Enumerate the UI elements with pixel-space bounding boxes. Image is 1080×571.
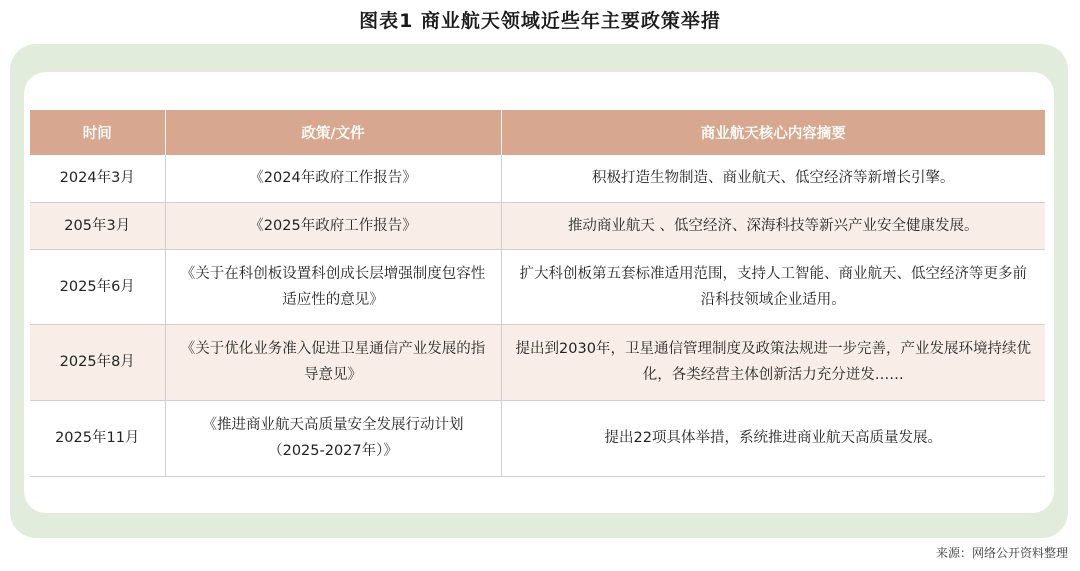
cell-summary: 扩大科创板第五套标准适用范围，支持人工智能、商业航天、低空经济等更多前沿科技领域企业适用。 bbox=[501, 249, 1045, 324]
source-note: 来源：网络公开资料整理 bbox=[935, 546, 1068, 560]
cell-policy: 《2024年政府工作报告》 bbox=[165, 155, 501, 202]
cell-summary: 积极打造生物制造、商业航天、低空经济等新增长引擎。 bbox=[501, 155, 1045, 202]
cell-policy: 《关于在科创板设置科创成长层增强制度包容性适应性的意见》 bbox=[165, 249, 501, 324]
header-date: 时间 bbox=[30, 110, 165, 155]
table-row bbox=[30, 202, 1045, 249]
cell-policy: 《关于优化业务准入促进卫星通信产业发展的指导意见》 bbox=[165, 324, 501, 400]
cell-date: 2025年11月 bbox=[30, 400, 165, 476]
policy-table bbox=[30, 110, 1045, 477]
cell-date: 2025年6月 bbox=[30, 249, 165, 324]
cell-summary: 推动商业航天 、低空经济、深海科技等新兴产业安全健康发展。 bbox=[501, 202, 1045, 249]
header-policy: 政策/文件 bbox=[165, 110, 501, 155]
table-row bbox=[30, 249, 1045, 324]
cell-summary: 提出到2030年，卫星通信管理制度及政策法规进一步完善，产业发展环境持续优化，各类经营主体创新活力充分迸发…… bbox=[501, 324, 1045, 400]
cell-date: 205年3月 bbox=[30, 202, 165, 249]
cell-policy: 《推进商业航天高质量安全发展行动计划（2025-2027年）》 bbox=[165, 400, 501, 476]
table-row bbox=[30, 155, 1045, 202]
cell-summary: 提出22项具体举措，系统推进商业航天高质量发展。 bbox=[501, 400, 1045, 476]
table-row bbox=[30, 400, 1045, 476]
cell-policy: 《2025年政府工作报告》 bbox=[165, 202, 501, 249]
cell-date: 2024年3月 bbox=[30, 155, 165, 202]
table-row bbox=[30, 324, 1045, 400]
table-header-row bbox=[30, 110, 1045, 155]
figure-title: 图表1 商业航天领域近些年主要政策举措 bbox=[359, 10, 721, 32]
cell-date: 2025年8月 bbox=[30, 324, 165, 400]
header-summary: 商业航天核心内容摘要 bbox=[501, 110, 1045, 155]
